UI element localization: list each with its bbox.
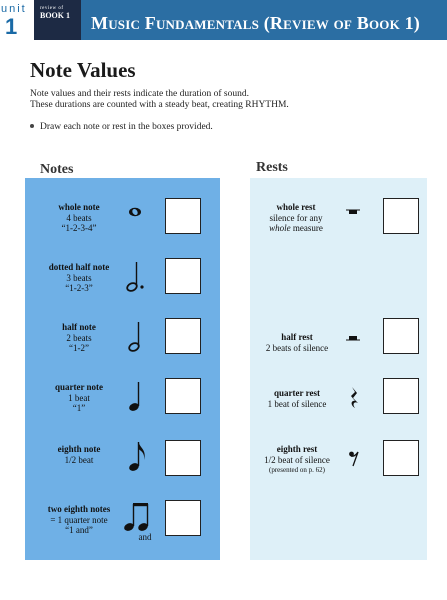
unit-label: unit [1, 3, 27, 15]
note-name: dotted half note [48, 262, 110, 272]
rest-count [254, 223, 338, 234]
rest-beats: 1/2 beat of silence [264, 454, 330, 465]
instruction-text: Draw each note or rest in the boxes provided. [40, 122, 213, 132]
note-item-label [33, 382, 125, 414]
header-title: Music Fundamentals (Review of Book 1) [91, 13, 420, 33]
note-beats: 1/2 beat [64, 454, 94, 465]
rest-text: measure [290, 223, 323, 233]
rest-name: half rest [281, 332, 313, 342]
note-count: “1 and” [65, 525, 93, 535]
eighth-note-icon [128, 440, 148, 474]
rests-heading: Rests [256, 160, 288, 175]
intro-line-1: Note values and their rests indicate the duration of sound. [30, 89, 249, 99]
note-beats: 1 beat [68, 392, 90, 403]
half-rest-icon [346, 334, 360, 344]
answer-box[interactable] [383, 198, 419, 234]
answer-box[interactable] [165, 198, 201, 234]
note-name: whole note [58, 202, 100, 212]
note-item-label [33, 444, 125, 465]
beamed-eighth-notes-icon [123, 500, 151, 534]
note-beats: 3 beats [66, 272, 92, 283]
answer-box[interactable] [383, 378, 419, 414]
quarter-note-icon [128, 380, 144, 414]
answer-box[interactable] [165, 258, 201, 294]
half-note-icon [128, 320, 144, 354]
book-tab [34, 0, 81, 40]
rest-beats: 1 beat of silence [267, 398, 327, 409]
note-name: eighth note [57, 444, 101, 454]
intro-text [30, 89, 289, 111]
eighth-rest-icon [348, 450, 360, 468]
note-count: “1” [72, 403, 86, 413]
rest-item-label [254, 332, 340, 353]
rest-beats: 2 beats of silence [265, 342, 329, 353]
intro-line-2: These durations are counted with a steady beat, creating RHYTHM. [30, 100, 289, 110]
note-beats: = 1 quarter note [50, 514, 108, 525]
page-title: Note Values [30, 58, 136, 82]
rest-note: (presented on p. 62) [269, 466, 325, 474]
note-count: “1-2-3” [65, 283, 93, 293]
answer-box[interactable] [165, 318, 201, 354]
note-item-label [33, 262, 125, 294]
note-item-label [33, 322, 125, 354]
notes-heading: Notes [40, 162, 74, 177]
book-tab-small: review of [40, 6, 64, 11]
note-item-label [33, 202, 125, 234]
note-beats: 4 beats [66, 212, 92, 223]
rest-name: eighth rest [276, 444, 318, 454]
header-bar [81, 0, 447, 40]
rest-item-label [254, 388, 340, 409]
note-beats: 2 beats [66, 332, 92, 343]
book-tab-big: BOOK 1 [40, 11, 71, 20]
note-name: two eighth notes [47, 504, 111, 514]
whole-rest-icon [346, 208, 360, 218]
note-item-label [33, 504, 125, 536]
rest-item-label [254, 202, 338, 234]
note-count: “1-2-3-4” [61, 223, 97, 233]
answer-box[interactable] [165, 440, 201, 476]
instruction [30, 122, 213, 132]
note-count: “1-2” [69, 343, 89, 353]
rest-name: whole rest [276, 202, 316, 212]
answer-box[interactable] [165, 500, 201, 536]
note-name: quarter note [54, 382, 104, 392]
bullet-icon [30, 124, 34, 128]
unit-number: 1 [5, 14, 18, 39]
answer-box[interactable] [383, 440, 419, 476]
rest-italic-word: whole [269, 223, 291, 233]
quarter-rest-icon [349, 386, 361, 410]
rest-beats: silence for any [269, 212, 323, 223]
answer-box[interactable] [383, 318, 419, 354]
rest-name: quarter rest [274, 388, 320, 398]
answer-box[interactable] [165, 378, 201, 414]
notes-panel [25, 178, 220, 560]
dotted-half-note-icon [126, 260, 150, 294]
whole-note-icon [128, 206, 142, 218]
rests-panel [250, 178, 427, 560]
and-caption: and [138, 532, 152, 542]
note-name: half note [62, 322, 96, 332]
rest-item-label [250, 444, 344, 476]
